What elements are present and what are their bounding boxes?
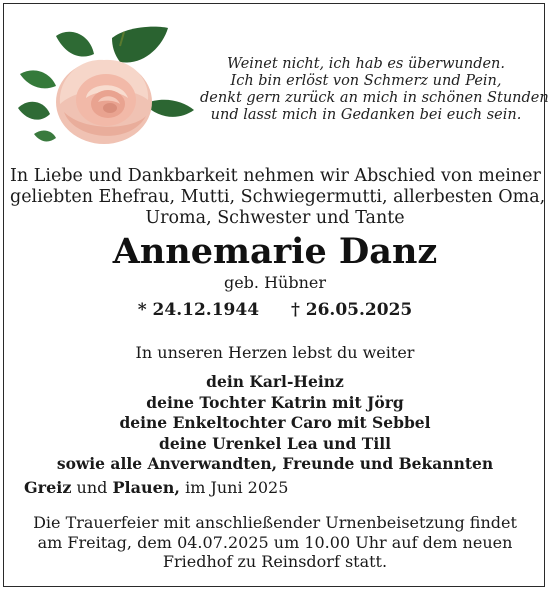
intro-text xyxy=(10,166,546,229)
deceased-name: Annemarie Danz xyxy=(112,231,438,272)
place-date: im Juni 2025 xyxy=(185,478,289,497)
funeral-line: Die Trauerfeier mit anschließender Urnenbeisetzung findet xyxy=(33,513,517,532)
life-dates xyxy=(0,299,550,321)
place-city-1: Greiz xyxy=(24,478,72,497)
poem xyxy=(200,56,549,124)
intro-line: Uroma, Schwester und Tante xyxy=(145,208,405,228)
funeral-line: Friedhof zu Reinsdorf statt. xyxy=(162,552,388,571)
mourner-line: deine Enkeltochter Caro mit Sebbel xyxy=(119,413,431,432)
heart-line: In unseren Herzen lebst du weiter xyxy=(135,343,415,362)
poem-line: und lasst mich in Gedanken bei euch sein. xyxy=(210,107,522,123)
funeral-line: am Freitag, dem 04.07.2025 um 10.00 Uhr auf dem neuen xyxy=(37,532,513,552)
mourner-line: deine Urenkel Lea und Till xyxy=(159,433,391,453)
intro-line: geliebten Ehefrau, Mutti, Schwiegermutti, allerbesten Oma, xyxy=(10,187,546,207)
poem-line: Weinet nicht, ich hab es überwunden. xyxy=(226,56,506,72)
poem-line: Ich bin erlöst von Schmerz und Pein, xyxy=(230,73,502,89)
poem-line: denkt gern zurück an mich in schönen Stunden xyxy=(200,90,549,106)
funeral-notice xyxy=(10,513,540,572)
death-date: † 26.05.2025 xyxy=(290,300,413,320)
birth-date: * 24.12.1944 xyxy=(137,300,260,320)
mourner-line: deine Tochter Katrin mit Jörg xyxy=(146,392,404,412)
mourners-list xyxy=(0,372,550,475)
place-and: und xyxy=(76,478,108,497)
place-and-date xyxy=(24,478,288,498)
mourner-line: sowie alle Anverwandten, Freunde und Bekannten xyxy=(56,454,494,473)
maiden-name: geb. Hübner xyxy=(223,273,327,292)
mourner-line: dein Karl-Heinz xyxy=(206,372,344,391)
intro-line: In Liebe und Dankbarkeit nehmen wir Abschied von meiner xyxy=(10,166,541,186)
place-city-2: Plauen, xyxy=(112,478,180,497)
rose-icon xyxy=(12,16,202,156)
